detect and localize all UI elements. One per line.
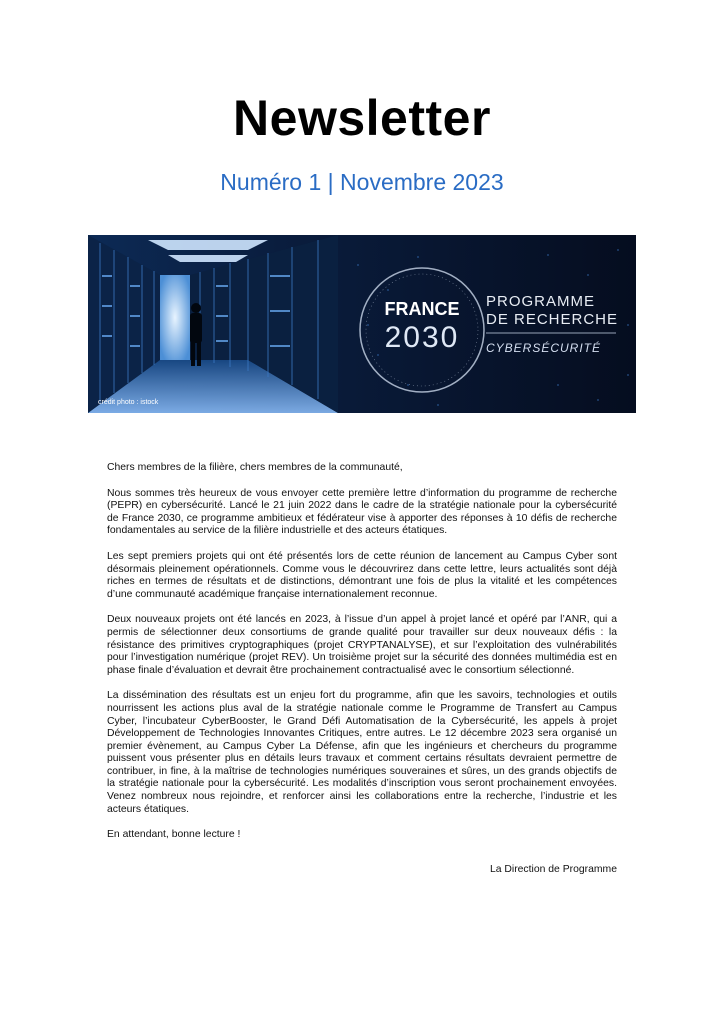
program-line1: PROGRAMME bbox=[486, 293, 596, 310]
newsletter-title: Newsletter bbox=[233, 90, 491, 146]
server-corridor-illustration bbox=[88, 235, 338, 413]
banner-image bbox=[88, 235, 636, 413]
photo-credit: crédit photo : istock bbox=[98, 399, 159, 406]
letter-paragraph: Les sept premiers projets qui ont été présentés lors de cette réunion de lancement au Campus Cyber sont désormais pleinement opérationnels. Comme vous le découvrirez dans cette lettre, leurs actualités sont déjà riches en termes de résultats et de distinctions, démontrant une fois de plus la vitalité et les compétences d’une communauté académique française internationalement reconnue. bbox=[107, 550, 617, 600]
letter-paragraph: Deux nouveaux projets ont été lancés en 2023, à l’issue d’un appel à projet lancé et opéré par l’ANR, qui a permis de sélectionner deux consortiums de grande qualité pour travailler sur deux nouveaux défis : la résistance des primitives cryptographiques (projet CRYPTANALYSE), et sur l’exploitation des vulnérabilités pour l’investigation numérique (projet REV). Un troisième projet sur la sécurité des données multimédia est en phase finale d’évaluation et devrait être prochainement contractualisé avec le consortium sélectionné. bbox=[107, 614, 617, 676]
letter-body bbox=[107, 462, 617, 855]
letter-paragraph: La dissémination des résultats est un enjeu fort du programme, afin que les savoirs, technologies et outils nourrissent les actions plus aval de la stratégie nationale comme le Programme de Transfert au Campus Cyber, l’incubateur CyberBooster, le Grand Défi Automatisation de la Cybersécurité, les appels à projet Développement de Technologies Innovantes Critiques, entre autres. Le 12 décembre 2023 sera organisé un premier évènement, au Campus Cyber La Défense, afin que les ingénieurs et chercheurs du programme puissent vous présenter plus en détails leurs travaux et comment certains résultats devraient permettre de contribuer, in fine, à la maîtrise de technologies numériques souveraines et sûres, un des grands objectifs de la stratégie nationale pour la cybersécurité. Les modalités d’inscription vous seront prochainement envoyées. Venez nombreux nous rejoindre, et renforcer ainsi les collaborations entre la recherche, l’industrie et les acteurs étatiques. bbox=[107, 690, 617, 815]
logo-france-text: FRANCE bbox=[384, 299, 460, 319]
letter-paragraph: Nous sommes très heureux de vous envoyer cette première lettre d’information du programme de recherche (PEPR) en cybersécurité. Lancé le 21 juin 2022 dans le cadre de la stratégie nationale pour la cybersécurité de France 2030, ce programme ambitieux et fédérateur vise à apporter des réponses à 10 défis de recherche fondamentales au service de la filière industrielle et des acteurs étatiques. bbox=[107, 487, 617, 537]
program-line3: CYBERSÉCURITÉ bbox=[486, 341, 602, 355]
logo-2030-text: 2030 bbox=[384, 321, 460, 354]
letter-greeting: Chers membres de la filière, chers membres de la communauté, bbox=[107, 462, 403, 473]
letter-signature: La Direction de Programme bbox=[489, 864, 617, 875]
issue-subtitle: Numéro 1 | Novembre 2023 bbox=[220, 169, 504, 195]
program-line2: DE RECHERCHE bbox=[486, 311, 619, 328]
letter-closing: En attendant, bonne lecture ! bbox=[107, 829, 241, 841]
